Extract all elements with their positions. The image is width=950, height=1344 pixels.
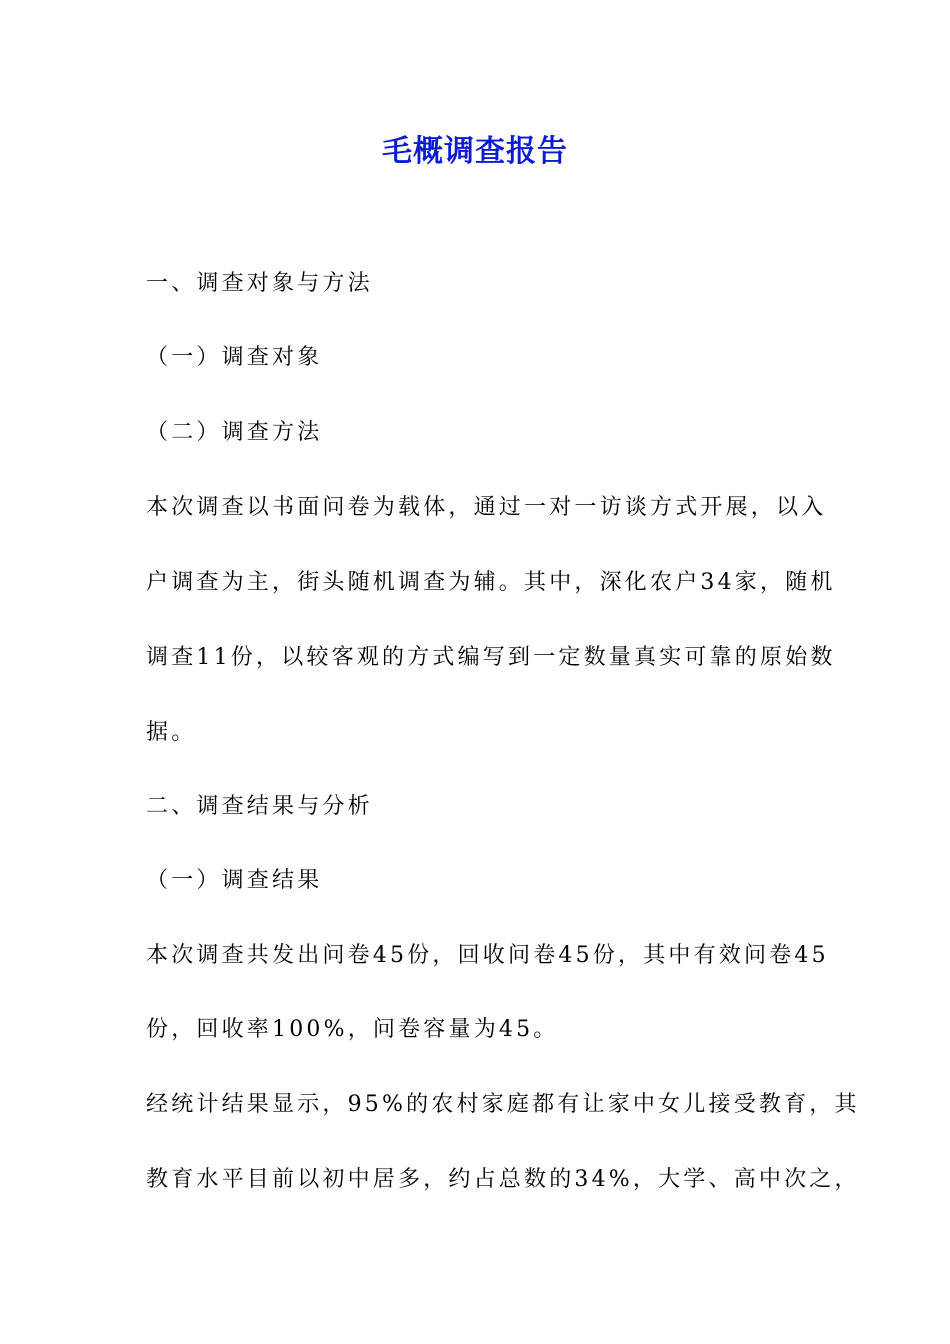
section-heading-1: 一、调查对象与方法 — [146, 271, 373, 296]
subsection-heading-2-1: （一）调查结果 — [146, 868, 323, 893]
paragraph-line: 据。 — [146, 720, 197, 745]
paragraph-line: 份，回收率100%，问卷容量为45。 — [146, 1017, 559, 1042]
paragraph-line: 本次调查以书面问卷为载体，通过一对一访谈方式开展，以入 — [146, 495, 827, 520]
paragraph-line: 本次调查共发出问卷45份，回收问卷45份，其中有效问卷45 — [146, 943, 829, 968]
paragraph-line: 户调查为主，街头随机调查为辅。其中，深化农户34家，随机 — [146, 570, 836, 595]
section-heading-2: 二、调查结果与分析 — [146, 794, 373, 819]
subsection-heading-1-1: （一）调查对象 — [146, 345, 323, 370]
paragraph-line: 调查11份，以较客观的方式编写到一定数量真实可靠的原始数 — [146, 645, 836, 670]
paragraph-line: 经统计结果显示，95%的农村家庭都有让家中女儿接受教育，其 — [146, 1092, 860, 1117]
page-title: 毛概调查报告 — [382, 134, 568, 169]
paragraph-line: 教育水平目前以初中居多，约占总数的34%，大学、高中次之， — [146, 1167, 860, 1192]
subsection-heading-1-2: （二）调查方法 — [146, 420, 323, 445]
